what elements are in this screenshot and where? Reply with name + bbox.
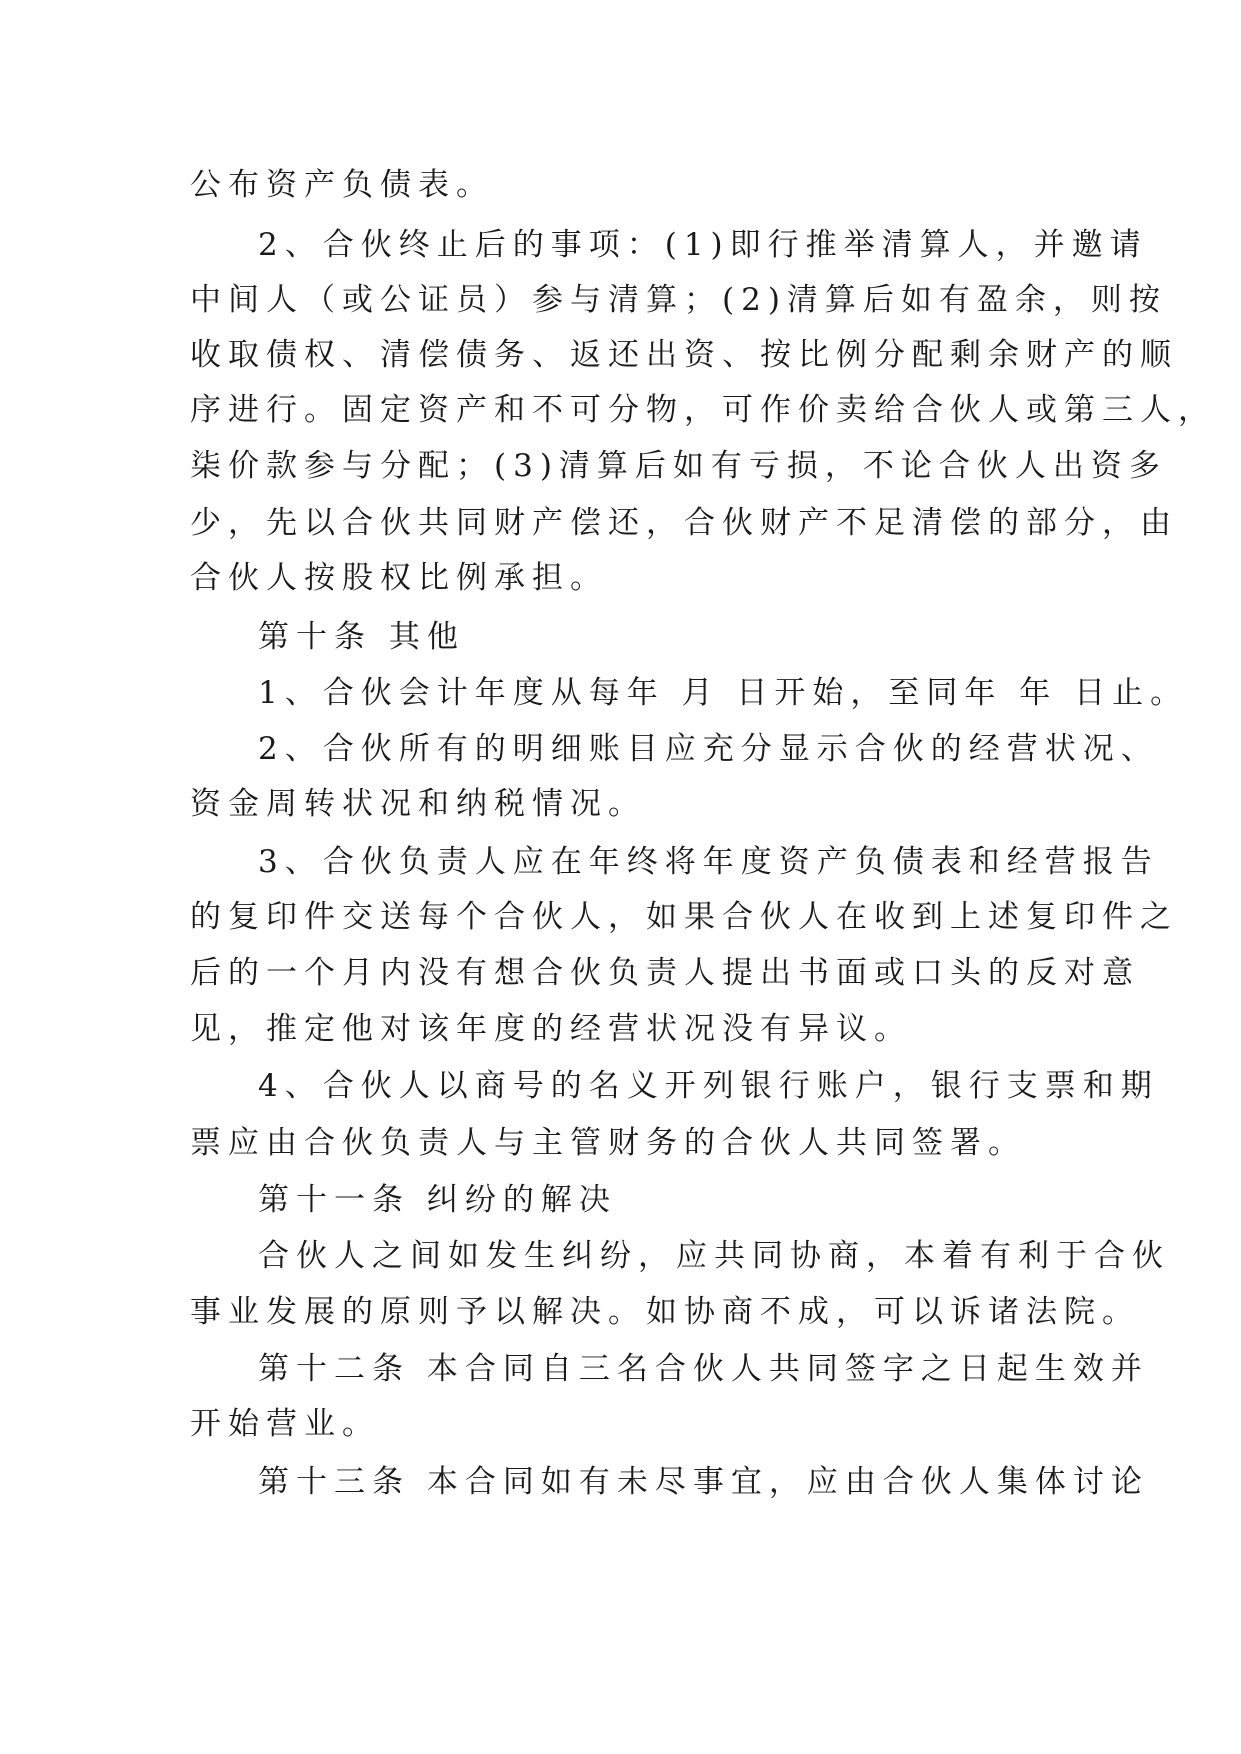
text-line: 第十二条 本合同自三名合伙人共同签字之日起生效并 xyxy=(258,1351,1149,1387)
text-line: 收取债权、清偿债务、返还出资、按比例分配剩余财产的顺 xyxy=(190,337,1178,373)
text-line: 合伙人按股权比例承担。 xyxy=(190,560,608,596)
text-line: 少，先以合伙共同财产偿还，合伙财产不足清偿的部分，由 xyxy=(190,505,1178,541)
section-heading: 第十条 其他 xyxy=(258,619,465,655)
text-line: 4、合伙人以商号的名义开列银行账户，银行支票和期 xyxy=(258,1068,1159,1104)
text-line: 3、合伙负责人应在年终将年度资产负债表和经营报告 xyxy=(258,844,1159,880)
text-line: 柒价款参与分配；(3)清算后如有亏损，不论合伙人出资多 xyxy=(190,448,1167,484)
text-line: 中间人（或公证员）参与清算；(2)清算后如有盈余，则按 xyxy=(190,282,1167,318)
text-line: 的复印件交送每个合伙人，如果合伙人在收到上述复印件之 xyxy=(190,899,1178,935)
text-line: 第十三条 本合同如有未尽事宜，应由合伙人集体讨论 xyxy=(258,1464,1149,1500)
text-line: 见，推定他对该年度的经营状况没有异议。 xyxy=(190,1011,912,1047)
text-line: 1、合伙会计年度从每年 月 日开始，至同年 年 日止。 xyxy=(258,675,1189,711)
section-heading: 第十一条 纠纷的解决 xyxy=(258,1182,617,1218)
text-line: 2、合伙终止后的事项：(1)即行推举清算人，并邀请 xyxy=(258,227,1148,263)
text-line: 票应由合伙负责人与主管财务的合伙人共同签署。 xyxy=(190,1125,1026,1161)
text-line: 资金周转状况和纳税情况。 xyxy=(190,786,646,822)
text-line: 合伙人之间如发生纠纷，应共同协商，本着有利于合伙 xyxy=(258,1238,1170,1274)
text-line: 2、合伙所有的明细账目应充分显示合伙的经营状况、 xyxy=(258,731,1159,767)
text-line: 事业发展的原则予以解决。如协商不成，可以诉诸法院。 xyxy=(190,1294,1140,1330)
text-line: 序进行。固定资产和不可分物，可作价卖给合伙人或第三人， xyxy=(190,392,1216,428)
text-line: 公布资产负债表。 xyxy=(190,167,494,203)
text-line: 开始营业。 xyxy=(190,1406,380,1442)
text-line: 后的一个月内没有想合伙负责人提出书面或口头的反对意 xyxy=(190,955,1140,991)
